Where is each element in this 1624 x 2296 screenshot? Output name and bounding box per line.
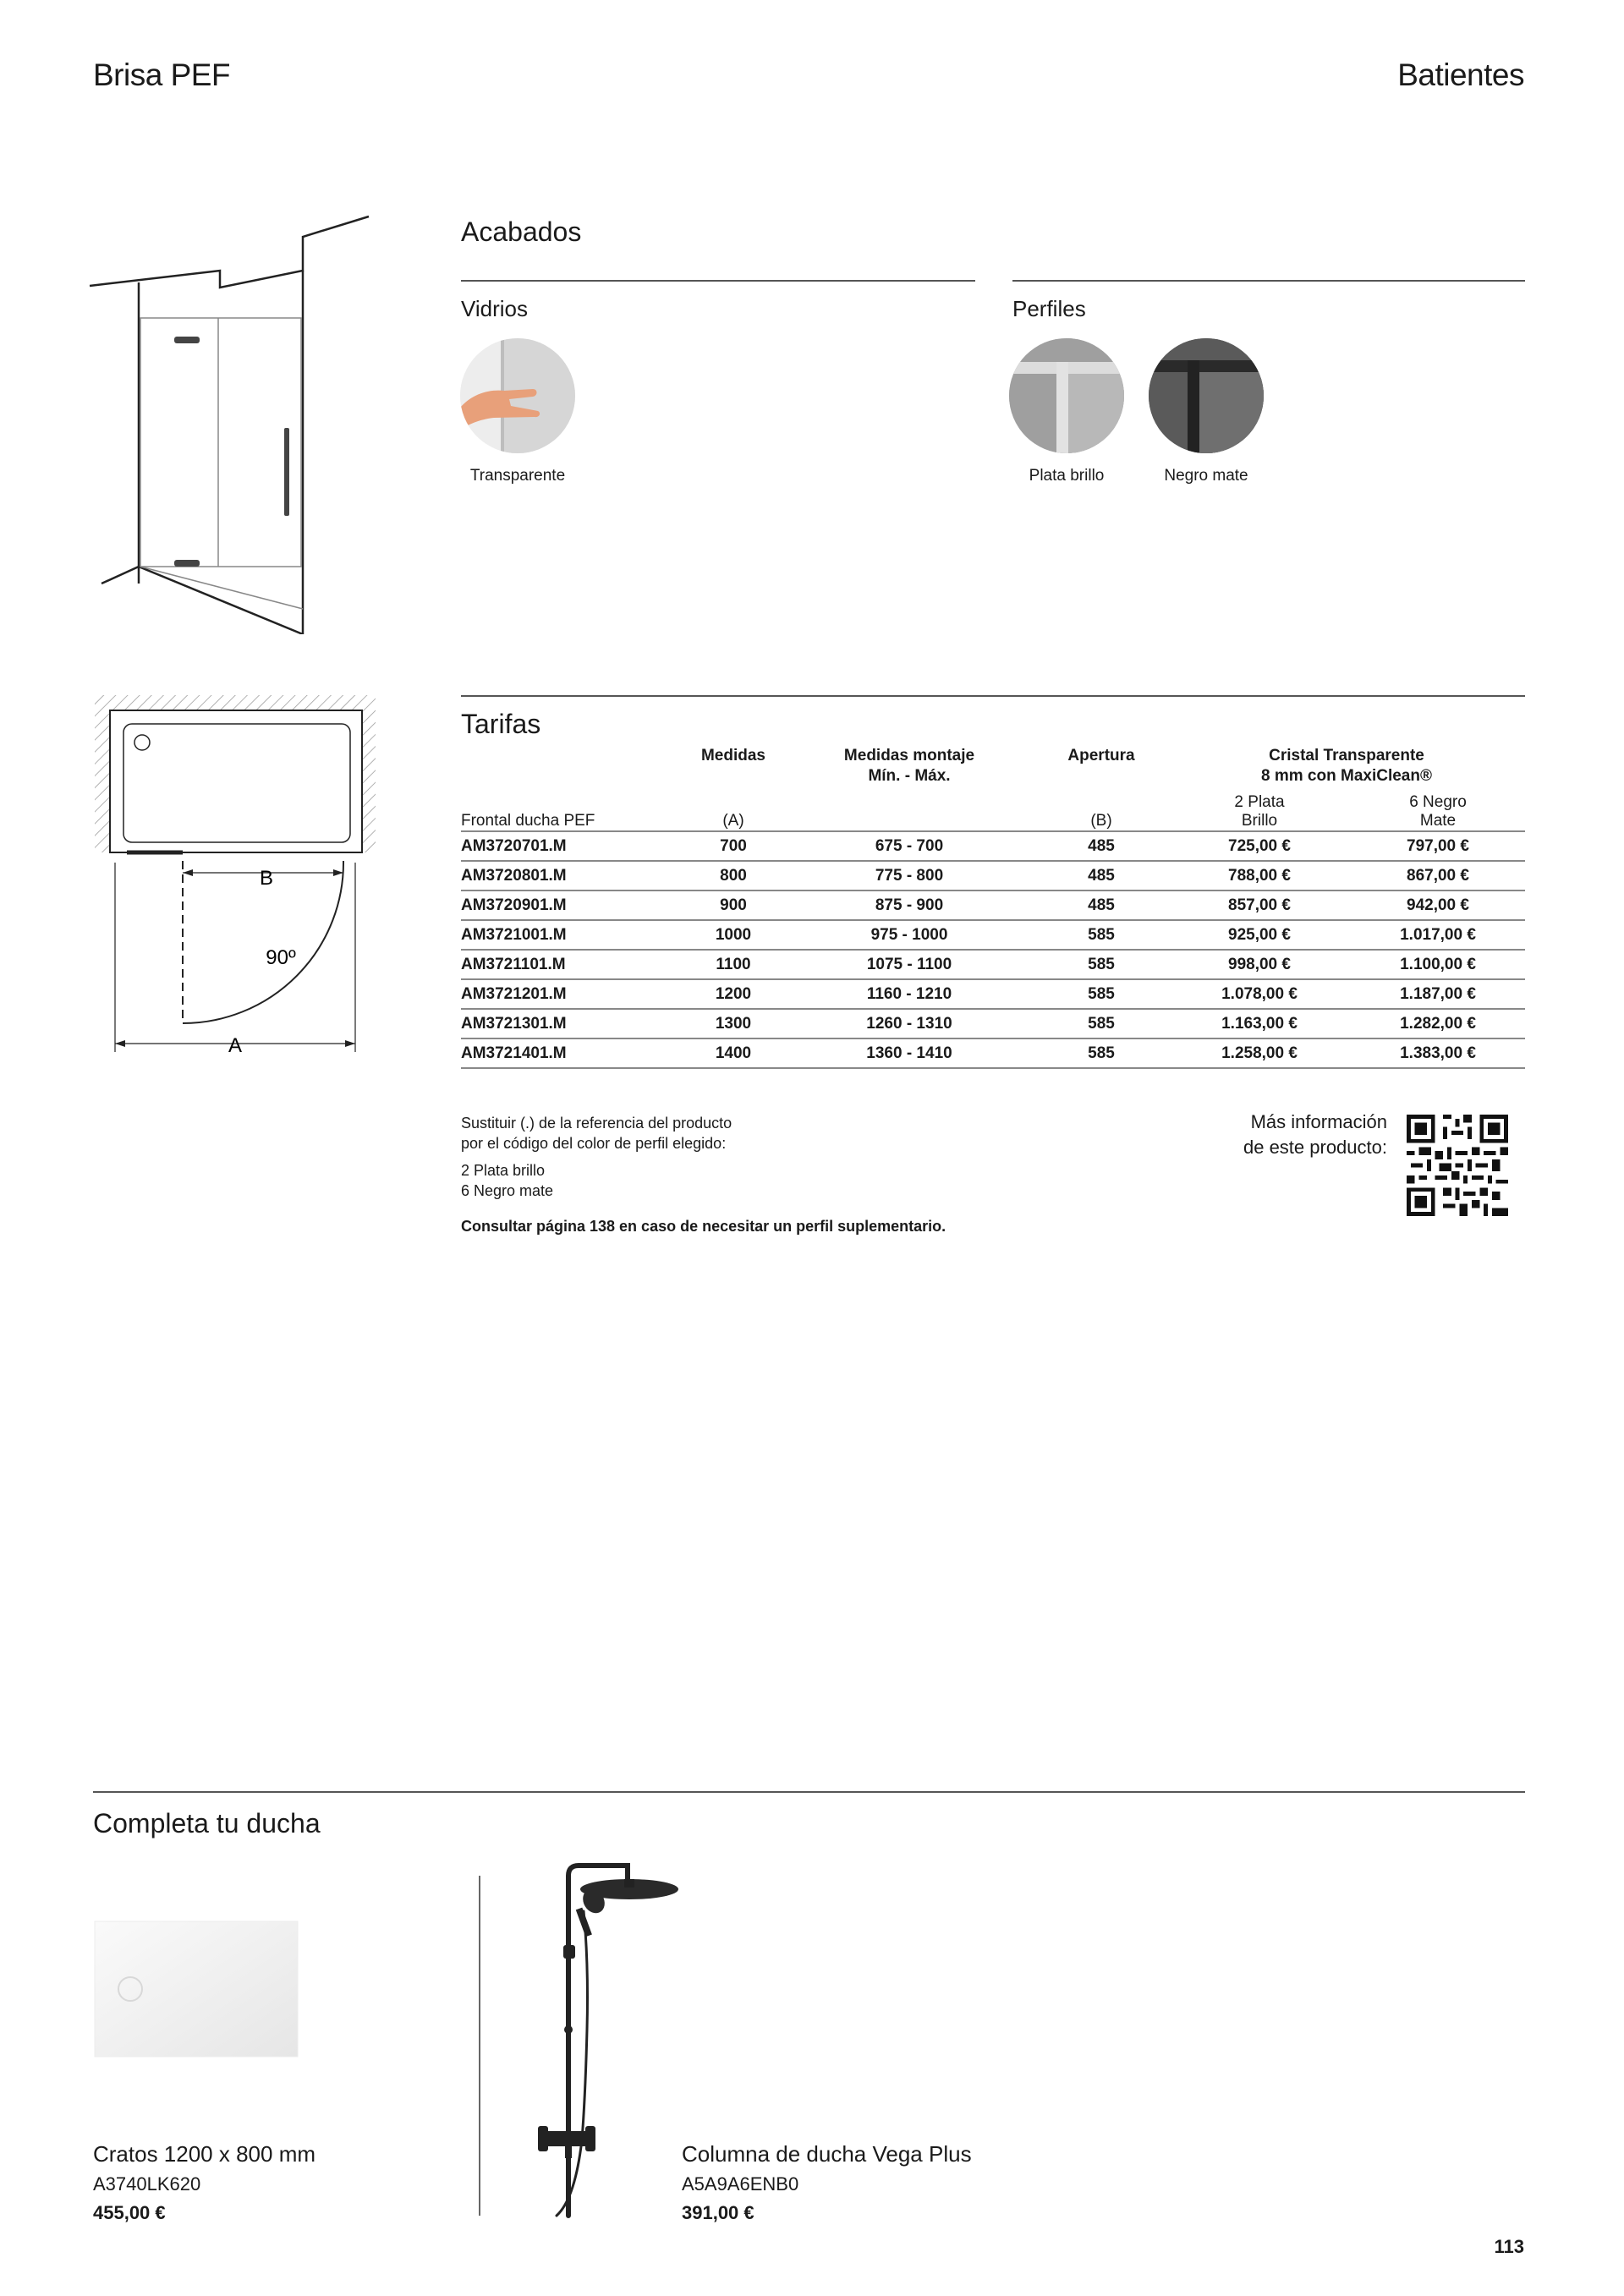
subheader-frontal: Frontal ducha PEF <box>461 812 595 830</box>
cell-price-plata: 998,00 € <box>1168 950 1351 979</box>
swatch-label: Plata brillo <box>1029 467 1105 485</box>
header-medidas: Medidas <box>700 747 766 764</box>
cell-ref: AM3720801.M <box>461 861 683 890</box>
cell-apertura: 585 <box>1034 1009 1168 1038</box>
header-montaje <box>784 746 1034 790</box>
cell-apertura: 485 <box>1034 890 1168 920</box>
subheader-negro-line2: Mate <box>1419 812 1457 830</box>
cell-price-plata: 925,00 € <box>1168 920 1351 950</box>
header-cristal-line1: Cristal Transparente <box>1269 747 1424 764</box>
plan-diagram <box>93 693 381 1057</box>
subheader-negro <box>1351 790 1525 831</box>
cell-ref: AM3721401.M <box>461 1038 683 1068</box>
cell-montaje: 1260 - 1310 <box>784 1009 1034 1038</box>
cell-price-plata: 1.258,00 € <box>1168 1038 1351 1068</box>
cell-ref: AM3721301.M <box>461 1009 683 1038</box>
shower-column-image[interactable] <box>516 1860 694 2233</box>
subheader-b: (B) <box>1090 812 1112 830</box>
dimension-a-label: A <box>228 1034 243 1057</box>
table-row <box>461 920 1525 950</box>
table-subheader-row <box>461 790 1525 831</box>
table-row <box>461 950 1525 979</box>
cell-ref: AM3721201.M <box>461 979 683 1009</box>
divider <box>461 695 1525 697</box>
profile-swatch-negro-mate <box>1149 338 1264 453</box>
cell-price-negro: 1.282,00 € <box>1351 1009 1525 1038</box>
subheader-a: (A) <box>722 812 744 830</box>
cell-montaje: 775 - 800 <box>784 861 1034 890</box>
cell-medida: 1300 <box>683 1009 784 1038</box>
header-cristal-line2: 8 mm con MaxiClean® <box>1261 767 1432 785</box>
header-cristal <box>1168 746 1525 790</box>
cell-medida: 900 <box>683 890 784 920</box>
qr-code[interactable] <box>1407 1115 1508 1216</box>
cell-price-negro: 1.017,00 € <box>1351 920 1525 950</box>
profile-swatch-plata-brillo <box>1009 338 1124 453</box>
cell-medida: 700 <box>683 831 784 861</box>
product-name: Cratos 1200 x 800 mm <box>93 2141 316 2167</box>
product-name: Columna de ducha Vega Plus <box>682 2141 972 2167</box>
section-title: Batientes <box>1397 58 1524 92</box>
cell-medida: 800 <box>683 861 784 890</box>
cell-ref: AM3721101.M <box>461 950 683 979</box>
cell-ref: AM3721001.M <box>461 920 683 950</box>
divider <box>93 1791 1525 1793</box>
cell-price-plata: 1.078,00 € <box>1168 979 1351 1009</box>
product-price: 391,00 € <box>682 2202 754 2223</box>
glass-swatch-transparente <box>460 338 575 453</box>
cell-price-negro: 1.383,00 € <box>1351 1038 1525 1068</box>
header-empty <box>461 746 683 790</box>
subheader-empty <box>784 790 1034 831</box>
supplementary-note: Consultar página 138 en caso de necesitar un perfil suplementario. <box>461 1218 946 1235</box>
cell-montaje: 1160 - 1210 <box>784 979 1034 1009</box>
cell-apertura: 485 <box>1034 831 1168 861</box>
cell-montaje: 975 - 1000 <box>784 920 1034 950</box>
subheader-negro-line1: 6 Negro <box>1409 793 1467 811</box>
table-row <box>461 1038 1525 1068</box>
shower-door-drawing <box>85 211 381 634</box>
table-row <box>461 831 1525 861</box>
cell-price-negro: 867,00 € <box>1351 861 1525 890</box>
cell-price-negro: 1.100,00 € <box>1351 950 1525 979</box>
table-row <box>461 890 1525 920</box>
shower-tray-image[interactable] <box>93 1920 301 2060</box>
subheader-plata-line1: 2 Plata <box>1234 793 1285 811</box>
cell-price-negro: 797,00 € <box>1351 831 1525 861</box>
cell-ref: AM3720901.M <box>461 890 683 920</box>
table-row <box>461 1009 1525 1038</box>
vidrios-label: Vidrios <box>461 296 529 321</box>
page-number: 113 <box>1494 2236 1524 2257</box>
table-notes <box>461 1113 732 1201</box>
divider <box>461 280 975 282</box>
black-profile-image <box>1149 338 1264 453</box>
more-info-line: de este producto: <box>1243 1137 1387 1158</box>
divider <box>1012 280 1525 282</box>
more-info-line: Más información <box>1250 1111 1387 1132</box>
cell-montaje: 1360 - 1410 <box>784 1038 1034 1068</box>
more-info-text <box>1201 1110 1387 1160</box>
dimension-b-label: B <box>259 867 274 890</box>
cell-montaje: 875 - 900 <box>784 890 1034 920</box>
product-code: A3740LK620 <box>93 2173 201 2195</box>
cell-apertura: 585 <box>1034 1038 1168 1068</box>
cell-price-negro: 1.187,00 € <box>1351 979 1525 1009</box>
cell-montaje: 1075 - 1100 <box>784 950 1034 979</box>
tarifas-title: Tarifas <box>461 709 541 739</box>
cell-montaje: 675 - 700 <box>784 831 1034 861</box>
note-line: Sustituir (.) de la referencia del producto <box>461 1115 732 1132</box>
subheader-plata-line2: Brillo <box>1241 812 1278 830</box>
table-row <box>461 979 1525 1009</box>
cell-price-negro: 942,00 € <box>1351 890 1525 920</box>
cell-medida: 1400 <box>683 1038 784 1068</box>
header-apertura: Apertura <box>1067 747 1135 764</box>
subheader-plata <box>1168 790 1351 831</box>
cell-price-plata: 857,00 € <box>1168 890 1351 920</box>
cell-apertura: 485 <box>1034 861 1168 890</box>
completa-title: Completa tu ducha <box>93 1808 321 1838</box>
product-code: A5A9A6ENB0 <box>682 2173 799 2195</box>
swatch-label: Negro mate <box>1164 467 1248 485</box>
cell-apertura: 585 <box>1034 920 1168 950</box>
cell-medida: 1200 <box>683 979 784 1009</box>
cell-ref: AM3720701.M <box>461 831 683 861</box>
table-row <box>461 861 1525 890</box>
angle-label: 90º <box>266 946 296 969</box>
header-montaje-line1: Medidas montaje <box>843 747 975 764</box>
cell-price-plata: 1.163,00 € <box>1168 1009 1351 1038</box>
note-line: 2 Plata brillo <box>461 1162 546 1179</box>
perfiles-label: Perfiles <box>1012 296 1086 321</box>
swatch-label: Transparente <box>469 467 566 485</box>
cell-price-plata: 788,00 € <box>1168 861 1351 890</box>
silver-profile-image <box>1009 338 1124 453</box>
cell-medida: 1100 <box>683 950 784 979</box>
acabados-title: Acabados <box>461 216 582 247</box>
cell-apertura: 585 <box>1034 950 1168 979</box>
cell-medida: 1000 <box>683 920 784 950</box>
header-montaje-line2: Mín. - Máx. <box>868 767 951 785</box>
page-title: Brisa PEF <box>93 58 231 92</box>
note-line: por el código del color de perfil elegido: <box>461 1135 727 1152</box>
product-price: 455,00 € <box>93 2202 166 2223</box>
cell-price-plata: 725,00 € <box>1168 831 1351 861</box>
note-line: 6 Negro mate <box>461 1182 554 1199</box>
cell-apertura: 585 <box>1034 979 1168 1009</box>
price-table <box>461 746 1525 1069</box>
vertical-divider <box>479 1876 480 2216</box>
glass-hand-image <box>460 338 575 453</box>
